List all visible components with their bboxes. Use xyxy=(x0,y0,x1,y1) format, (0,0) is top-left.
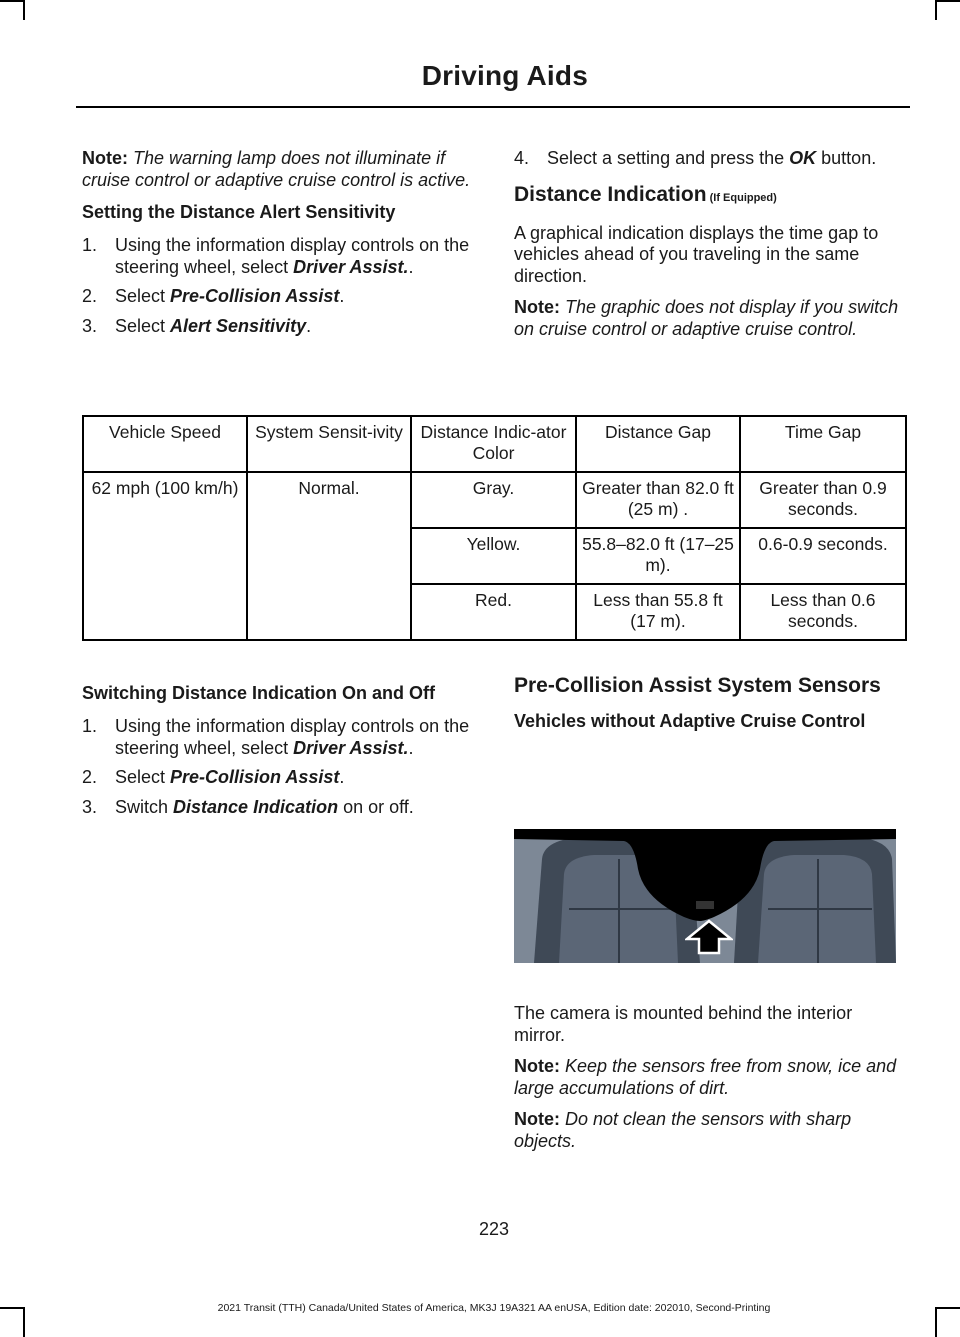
step-number: 2. xyxy=(82,767,98,787)
heading-suffix: (If Equipped) xyxy=(706,191,777,204)
menu-option: Driver Assist. xyxy=(293,256,409,277)
note-label: Note: xyxy=(514,1109,560,1129)
step-text-end: button. xyxy=(816,148,877,168)
list-item xyxy=(82,235,477,278)
step-text: Select a setting and press the xyxy=(547,148,790,168)
step-text-end: . xyxy=(408,737,414,758)
column-header: Distance Gap xyxy=(576,416,740,472)
crop-mark xyxy=(0,0,25,2)
step-number: 3. xyxy=(82,796,98,817)
list-item xyxy=(82,797,477,819)
step-text-end: . xyxy=(306,315,312,336)
note-label: Note: xyxy=(514,1056,560,1076)
right-column-bottom xyxy=(514,675,906,744)
table-cell: Normal. xyxy=(247,472,411,640)
table-cell: 0.6-0.9 seconds. xyxy=(740,528,906,584)
crop-mark xyxy=(935,0,960,2)
step-list xyxy=(82,235,477,337)
note-label: Note: xyxy=(82,148,128,168)
arrow-up-icon xyxy=(685,919,733,955)
table-cell: Greater than 0.9 seconds. xyxy=(740,472,906,528)
step-text: Switch xyxy=(115,796,174,817)
table-cell: Greater than 82.0 ft (25 m) . xyxy=(576,472,740,528)
page-number: 223 xyxy=(478,1219,510,1239)
header-divider xyxy=(76,106,910,108)
note-paragraph xyxy=(82,148,477,191)
column-header: Distance Indic-ator Color xyxy=(411,416,576,472)
footer-edition-line: 2021 Transit (TTH) Canada/United States of America, MK3J 19A321 AA enUSA, Edition date: 202010, Second-Printing xyxy=(217,1302,771,1314)
step-number: 2. xyxy=(82,286,98,306)
menu-option: Driver Assist. xyxy=(293,737,409,758)
step-text: Select xyxy=(115,315,171,336)
table-cell: Gray. xyxy=(411,472,576,528)
table-cell: Red. xyxy=(411,584,576,640)
list-item xyxy=(514,148,906,170)
table-cell: 62 mph (100 km/h) xyxy=(83,472,247,640)
menu-option: Pre-Collision Assist xyxy=(170,767,340,787)
step-list xyxy=(514,148,906,170)
section-heading xyxy=(514,184,906,209)
table-cell: Less than 0.6 seconds. xyxy=(740,584,906,640)
step-text-end: . xyxy=(408,256,414,277)
body-paragraph: The camera is mounted behind the interior mirror. xyxy=(514,1003,853,1045)
column-header: Vehicle Speed xyxy=(83,416,247,472)
note-text: The warning lamp does not illuminate if cruise control or adaptive cruise control is active. xyxy=(82,148,471,190)
crop-mark xyxy=(935,0,937,20)
step-number: 3. xyxy=(82,315,98,336)
note-text: The graphic does not display if you switch on cruise control or adaptive cruise control. xyxy=(514,297,899,339)
section-heading: Switching Distance Indication On and Off xyxy=(82,683,436,703)
list-item xyxy=(82,716,477,759)
note-text: Do not clean the sensors with sharp objects. xyxy=(514,1109,852,1151)
table-cell: Yellow. xyxy=(411,528,576,584)
column-header: System Sensit-ivity xyxy=(247,416,411,472)
step-number: 1. xyxy=(82,235,98,255)
note-label: Note: xyxy=(514,297,560,317)
step-number: 4. xyxy=(514,148,530,168)
subsection-heading: Vehicles without Adaptive Cruise Control xyxy=(514,711,866,731)
note-paragraph xyxy=(514,1109,906,1152)
step-list xyxy=(82,716,477,818)
right-column-after-image xyxy=(514,1003,906,1162)
left-column-top xyxy=(82,148,477,347)
note-paragraph xyxy=(514,1056,906,1099)
step-text-end: . xyxy=(339,286,345,306)
left-column-bottom xyxy=(82,683,477,828)
table-cell: Less than 55.8 ft (17 m). xyxy=(576,584,740,640)
column-header: Time Gap xyxy=(740,416,906,472)
list-item xyxy=(82,316,477,338)
menu-option: Alert Sensitivity xyxy=(170,315,307,336)
step-text: Using the information display controls on the steering wheel, select xyxy=(115,716,470,758)
menu-option: Pre-Collision Assist xyxy=(170,286,340,306)
right-column-top xyxy=(514,148,906,350)
step-number: 1. xyxy=(82,716,98,736)
menu-option: OK xyxy=(789,148,817,168)
body-paragraph: A graphical indication displays the time gap to vehicles ahead of you traveling in the same direction. xyxy=(514,222,879,286)
table-header-row xyxy=(83,416,906,472)
crop-mark xyxy=(23,0,25,20)
section-heading: Setting the Distance Alert Sensitivity xyxy=(82,202,396,222)
section-heading: Pre-Collision Assist System Sensors xyxy=(514,674,881,697)
table-row xyxy=(83,472,906,528)
step-text-end: . xyxy=(339,767,345,787)
list-item xyxy=(82,286,477,308)
distance-indication-table xyxy=(82,415,907,641)
camera-location-illustration xyxy=(514,829,896,963)
menu-option: Distance Indication xyxy=(173,796,339,817)
note-paragraph xyxy=(514,297,906,340)
note-text: Keep the sensors free from snow, ice and large accumulations of dirt. xyxy=(514,1056,897,1098)
step-text-end: on or off. xyxy=(338,796,414,817)
step-text: Using the information display controls on the steering wheel, select xyxy=(115,235,470,277)
page-title: Driving Aids xyxy=(421,60,588,91)
step-text: Select xyxy=(115,286,171,306)
table-cell: 55.8–82.0 ft (17–25 m). xyxy=(576,528,740,584)
list-item xyxy=(82,767,477,789)
heading-text: Distance Indication xyxy=(514,182,707,206)
step-text: Select xyxy=(115,767,171,787)
